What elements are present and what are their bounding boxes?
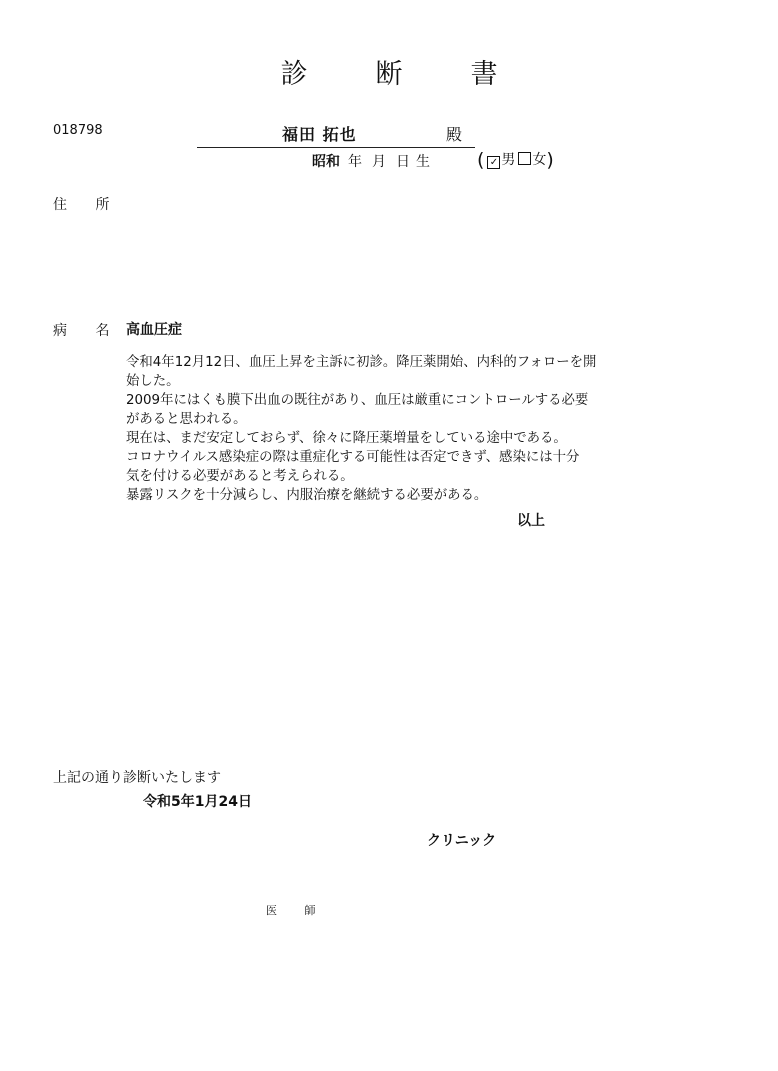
diagnosis-label: 病 名 — [53, 323, 122, 339]
birth-era: 昭和 — [312, 154, 340, 170]
clinic-name: クリニック — [427, 833, 497, 849]
honorific: 殿 — [446, 125, 463, 144]
remark-line: コロナウイルス感染症の際は重症化する可能性は否定できず、感染には十分 — [126, 450, 580, 465]
remark-line: があると思われる。 — [126, 412, 247, 427]
document-title: 診 断 書 — [280, 59, 528, 90]
clinical-remarks — [126, 353, 666, 505]
remark-line: 暴露リスクを十分減らし、内服治療を継続する必要がある。 — [126, 488, 488, 503]
sex-open-paren: ( — [477, 149, 485, 171]
check-icon: ✓ — [489, 157, 499, 168]
remark-line: 2009年にはくも膜下出血の既往があり、血圧は厳重にコントロールする必要 — [126, 393, 589, 408]
sex-close-paren: ) — [546, 149, 554, 171]
female-label: 女 — [532, 152, 547, 168]
closing-mark: 以上 — [517, 513, 545, 529]
diagnosis-value: 高血圧症 — [126, 322, 182, 338]
remark-line: 気を付ける必要があると考えられる。 — [126, 469, 354, 484]
birth-month-unit: 月 — [372, 154, 386, 170]
remark-line: 令和4年12月12日、血圧上昇を主訴に初診。降圧薬開始、内科的フォローを開 — [126, 355, 597, 370]
birth-suffix: 生 — [416, 154, 430, 170]
remark-line: 始した。 — [126, 374, 180, 389]
sex-field — [477, 149, 554, 171]
certification-statement: 上記の通り診断いたします — [53, 770, 221, 786]
patient-name: 福田 拓也 — [282, 125, 357, 144]
birth-day-unit: 日 — [396, 154, 410, 170]
name-underline — [197, 147, 475, 148]
male-label: 男 — [501, 152, 516, 168]
male-checkbox — [487, 156, 500, 169]
address-label: 住 所 — [53, 197, 122, 213]
birth-year-unit: 年 — [348, 154, 362, 170]
doctor-label: 医 師 — [266, 904, 328, 917]
remark-line: 現在は、まだ安定しておらず、徐々に降圧薬増量をしている途中である。 — [126, 431, 567, 446]
record-id: 018798 — [53, 123, 103, 138]
birth-date — [312, 151, 430, 171]
female-checkbox — [518, 152, 531, 165]
issue-date: 令和5年1月24日 — [143, 794, 252, 810]
